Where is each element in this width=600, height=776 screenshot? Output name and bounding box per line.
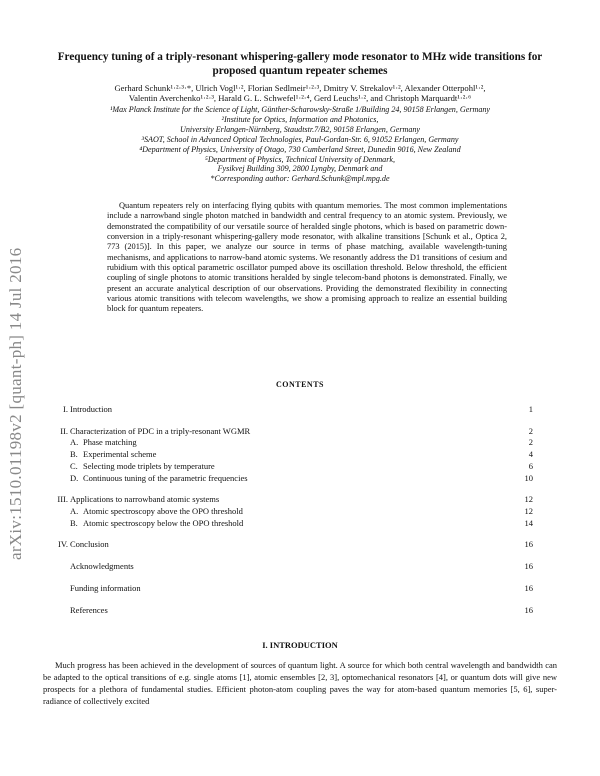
toc-entry[interactable] [40,506,533,517]
toc-entry[interactable] [40,539,533,550]
toc-page: 16 [524,605,533,615]
toc-page: 2 [528,437,533,447]
toc-entry[interactable] [40,473,533,484]
toc-label: Atomic spectroscopy above the OPO threshold [83,506,243,516]
toc-number: A. [70,437,79,447]
toc-entry[interactable] [40,605,533,616]
contents-heading: CONTENTS [275,380,324,389]
toc-entry[interactable] [40,449,533,460]
toc-number: B. [70,518,78,528]
toc-entry[interactable] [40,426,533,437]
author-list [0,83,600,104]
toc-label: Introduction [70,404,113,414]
toc-number: C. [70,461,78,471]
toc-entry[interactable] [40,583,533,594]
toc-entry[interactable] [40,518,533,529]
toc-page: 16 [524,583,533,593]
toc-page: 10 [524,473,533,483]
toc-number: A. [70,506,79,516]
toc-label: Atomic spectroscopy below the OPO threshold [83,518,244,528]
toc-page: 12 [524,506,533,516]
toc-page: 16 [524,561,533,571]
toc-entry[interactable] [40,437,533,448]
introduction-text: Much progress has been achieved in the development of sources of quantum light. A source for which both central wavelength and bandwidth can be adapted to the optical transitions of e.g. single atoms [1], atomic ensembles [2, 3], optomechanical resonators [4], or quantum dots will give new prospects for a plethora of fundamental studies. Efficient photon-atom coupling paves the way for atom-based quantum memories [5, 6], super-radiance of collectively excited [43,660,557,706]
toc-label: Conclusion [70,539,109,549]
toc-entry[interactable] [40,461,533,472]
toc-label: Applications to narrowband atomic systems [70,494,220,504]
toc-page: 2 [528,426,533,436]
toc-number: II. [60,426,68,436]
toc-page: 6 [528,461,533,471]
toc-label: Continuous tuning of the parametric frequencies [83,473,248,483]
toc-label: Experimental scheme [83,449,157,459]
toc-label: Selecting mode triplets by temperature [83,461,215,471]
toc-label: References [70,605,108,615]
toc-number: III. [57,494,68,504]
affiliation-line: ⁴Department of Physics, University of Otago, 730 Cumberland Street, Dunedin 9016, New Zealand [139,144,461,154]
toc-number: D. [70,473,79,483]
toc-page: 16 [524,539,533,549]
arxiv-stamp: arXiv:1510.01198v2 [quant-ph] 14 Jul 2016 [6,247,25,560]
affiliation-line: ⁵Department of Physics, Technical University of Denmark, [205,154,395,164]
toc-page: 14 [524,518,533,528]
toc-label: Phase matching [83,437,137,447]
toc-number: B. [70,449,78,459]
toc-page: 1 [528,404,533,414]
authors-line: Valentin Averchenko¹·²·³, Harald G. L. Schwefel¹·²·⁴, Gerd Leuchs¹·², and Christoph Marquardt¹·²·⁶ [128,93,472,104]
toc-label: Acknowledgments [70,561,134,571]
affiliation-line: ³SAOT, School in Advanced Optical Technologies, Paul-Gordan-Str. 6, 91052 Erlangen, Germany [141,134,459,144]
affiliation-line: ²Institute for Optics, Information and Photonics, [221,114,379,124]
toc-label: Funding information [70,583,141,593]
abstract: Quantum repeaters rely on interfacing flying qubits with quantum memories. The most common implementations include a narrowband single photon matched in bandwidth and central frequency to an atomic system. Previously, we demonstrated the compatibility of our versatile source of heralded single photons, which is based on parametric down-conversion in a triply-resonant whispering-gallery mode resonator, with alkaline transitions [Schunk et al., Optica 2, 773 (2015)]. In this paper, we analyze our source in terms of phase matching, available wavelength-tuning mechanisms, and applications to narrow-band atomic systems. We resonantly address the D1 transitions of cesium and rubidium with this optical parametric oscillator pumped above its oscillation threshold. Below threshold, the efficient coupling of single photons to atomic transitions heralded by single telecom-band photons is demonstrated. Finally, we present an accurate analytical description of our observations. Providing the demonstrated flexibility in connecting various atomic transitions with telecom wavelengths, we show a promising approach to realize an essential building block for quantum repeaters. [107,201,507,314]
authors-line: Gerhard Schunk¹·²·³·*, Ulrich Vogl¹·², Florian Sedlmeir¹·²·³, Dmitry V. Strekalov¹·², Alexander Otterpohl¹·², [114,83,486,93]
affiliations [0,105,600,184]
paper-title: Frequency tuning of a triply-resonant whispering-gallery mode resonator to MHz wide transitions for proposed quantum repeater schemes [57,51,543,77]
affiliation-line: *Corresponding author: Gerhard.Schunk@mpl.mpg.de [210,174,390,184]
affiliation-line: Fysikvej Building 309, 2800 Lyngby, Denmark and [217,164,383,174]
affiliation-line: ¹Max Planck Institute for the Science of Light, Günther-Scharowsky-Straße 1/Building 24, 90158 Erlangen, Germany [109,105,491,114]
section-heading-introduction: I. INTRODUCTION [262,640,338,650]
toc-label: Characterization of PDC in a triply-resonant WGMR [70,426,251,436]
toc-entry[interactable] [40,404,533,415]
toc-number: IV. [58,539,68,549]
toc-page: 12 [524,494,533,504]
toc-entry[interactable] [40,494,533,505]
toc-page: 4 [528,449,533,459]
toc-number: I. [63,404,68,414]
toc-entry[interactable] [40,561,533,572]
affiliation-line: University Erlangen-Nürnberg, Staudtstr.7/B2, 90158 Erlangen, Germany [179,124,421,134]
